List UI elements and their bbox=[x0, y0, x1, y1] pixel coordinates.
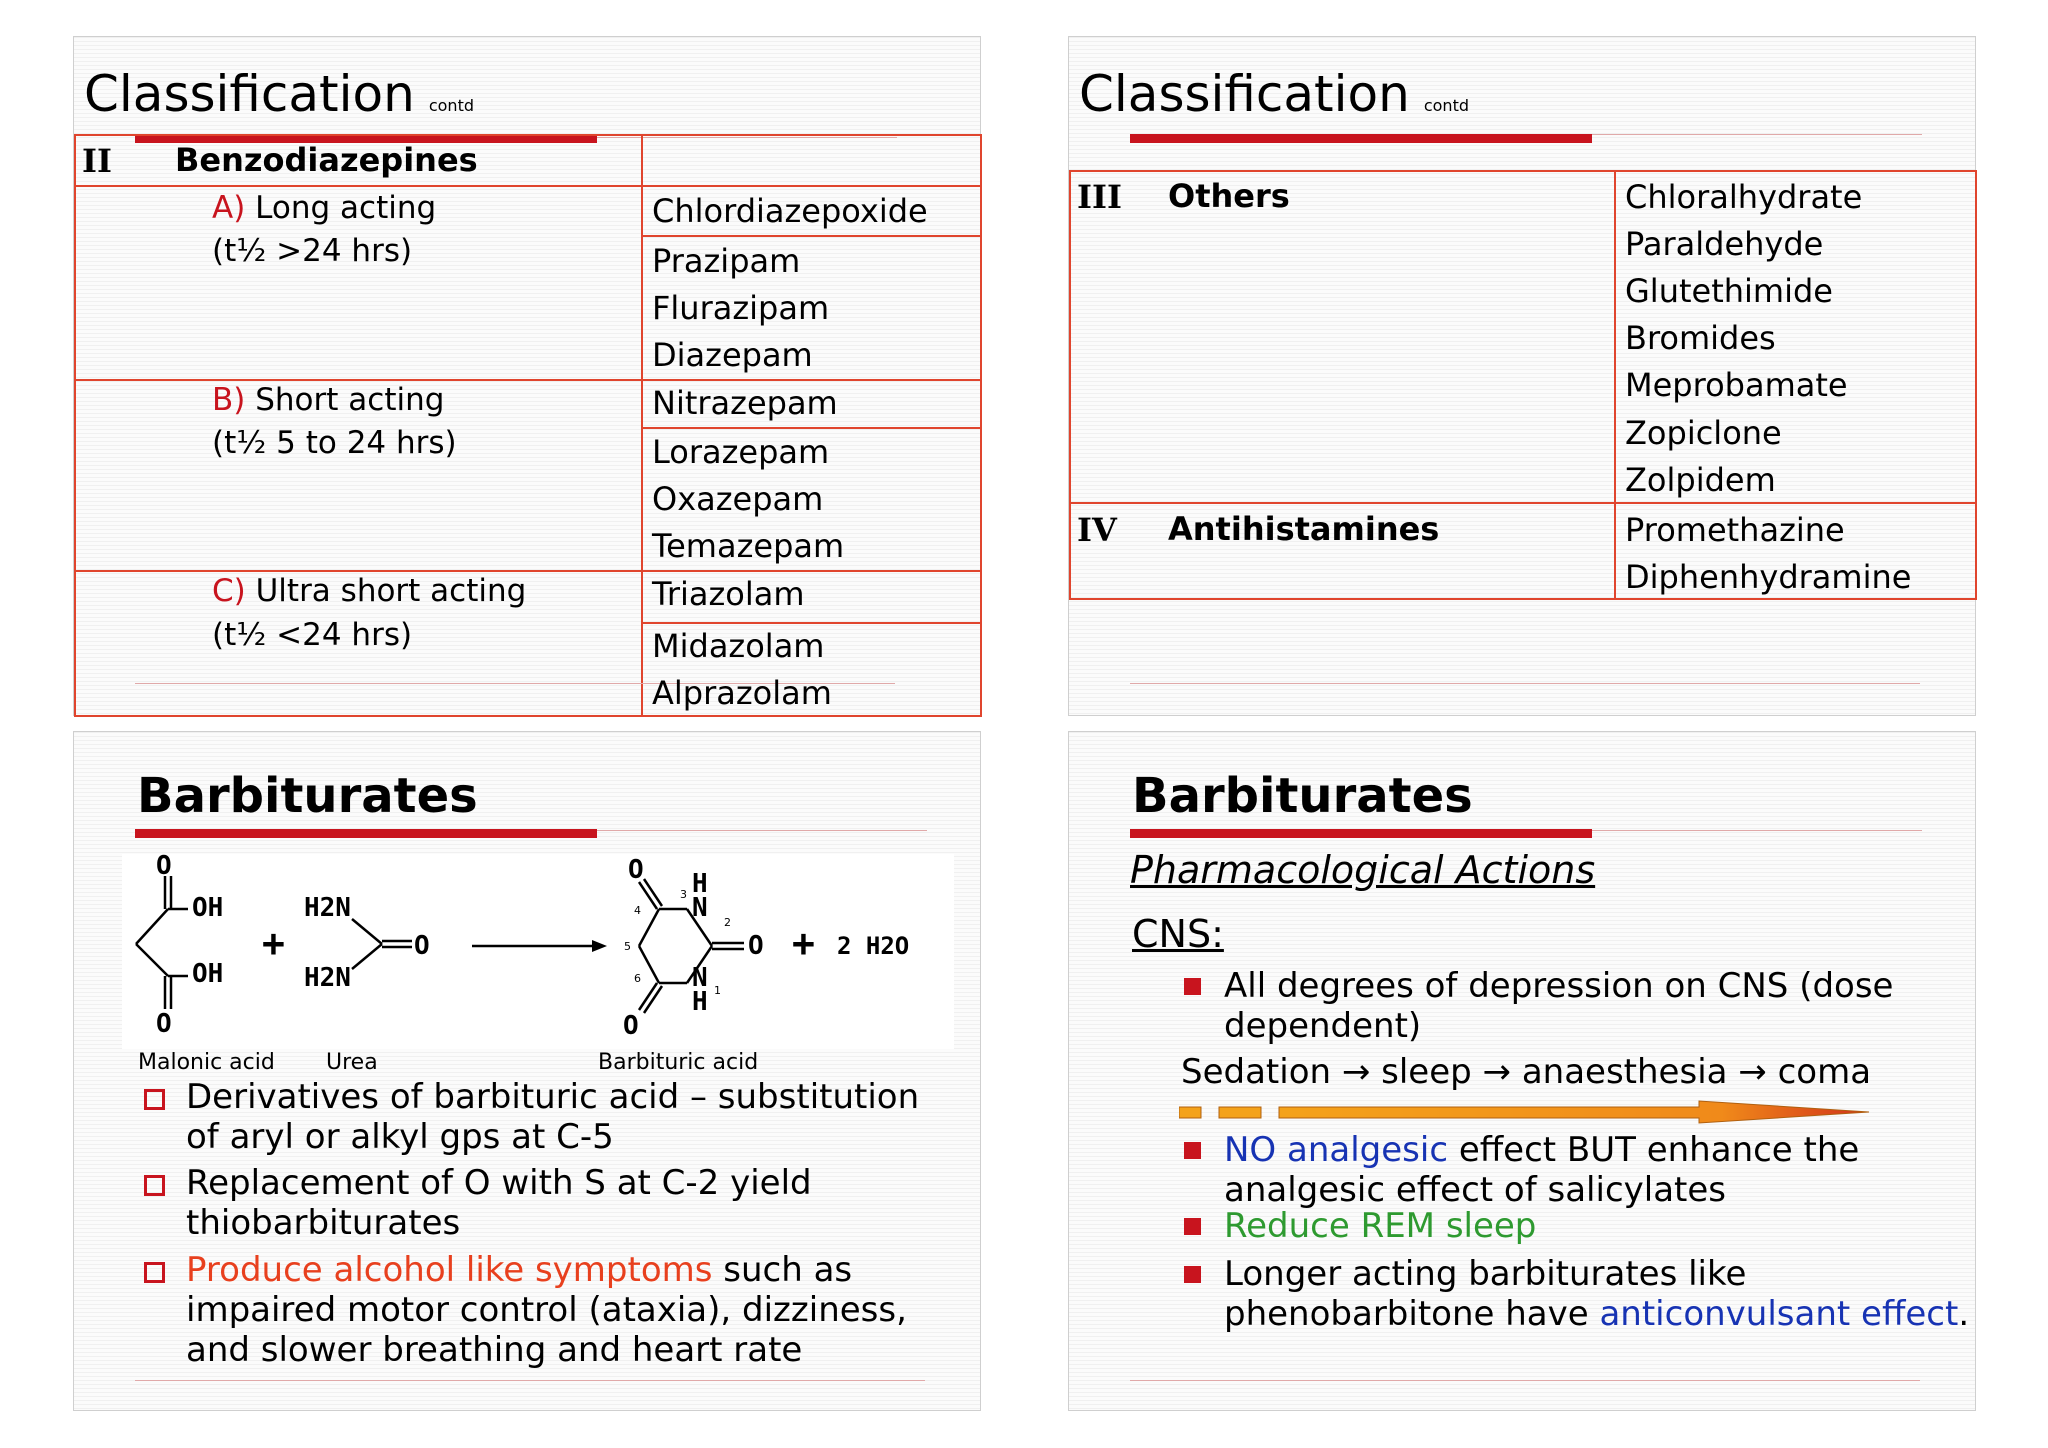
bullet-square-icon bbox=[144, 1089, 165, 1110]
title-rule bbox=[1592, 830, 1922, 831]
slide-title: Classification contd bbox=[1079, 65, 1469, 123]
slide-title: Classification contd bbox=[84, 65, 474, 123]
caption-barbituric-acid: Barbituric acid bbox=[598, 1050, 759, 1075]
row-divider bbox=[1069, 502, 1977, 504]
oxygen-label: O bbox=[414, 931, 430, 961]
oxygen-label: O bbox=[156, 854, 172, 881]
class-number: III bbox=[1077, 178, 1122, 216]
ring-number: 1 bbox=[714, 984, 721, 997]
row-divider bbox=[641, 235, 982, 237]
drug-name: Alprazolam bbox=[652, 674, 832, 712]
bullet-text: All degrees of depression on CNS (dose dependent) bbox=[1224, 966, 1894, 1046]
drug-name: Oxazepam bbox=[652, 480, 824, 518]
bullet-square-icon bbox=[1184, 1142, 1201, 1159]
hydroxyl-label: OH bbox=[192, 959, 224, 989]
drug-name: Chlordiazepoxide bbox=[652, 192, 928, 230]
class-number: IV bbox=[1077, 511, 1117, 549]
plus-sign: + bbox=[262, 921, 285, 965]
bullet-square-icon bbox=[1184, 1218, 1201, 1235]
row-divider bbox=[641, 622, 982, 624]
bullet-square-icon bbox=[144, 1262, 165, 1283]
hydrogen-label: H bbox=[692, 869, 708, 899]
ring-number: 2 bbox=[724, 916, 731, 929]
footer-rule bbox=[1130, 1380, 1920, 1381]
group-label: B) Short acting bbox=[212, 382, 445, 418]
section-heading: CNS: bbox=[1132, 912, 1224, 956]
drug-name: Nitrazepam bbox=[652, 384, 838, 422]
class-name: Antihistamines bbox=[1168, 510, 1440, 548]
nitrogen-label: N bbox=[692, 963, 708, 993]
oxygen-label: O bbox=[748, 931, 764, 961]
slide-barbiturates-chemistry bbox=[73, 731, 981, 1411]
drug-name: Temazepam bbox=[652, 527, 845, 565]
group-halflife: (t½ 5 to 24 hrs) bbox=[212, 425, 457, 461]
slide-title: Barbiturates bbox=[1132, 768, 1473, 824]
ring-number: 4 bbox=[634, 904, 641, 917]
bullet-text: Produce alcohol like symptoms such as impaired motor control (ataxia), dizziness, and slower breathing and heart rate bbox=[186, 1250, 907, 1370]
group-label: A) Long acting bbox=[212, 190, 437, 226]
depression-sequence: Sedation → sleep → anaesthesia → coma bbox=[1181, 1052, 1872, 1092]
caption-urea: Urea bbox=[326, 1050, 378, 1075]
slide-other-classes bbox=[1068, 36, 1976, 716]
drug-name: Glutethimide bbox=[1625, 272, 1833, 310]
title-rule bbox=[597, 830, 927, 831]
water-label: 2 H2O bbox=[837, 932, 910, 960]
plus-sign: + bbox=[792, 921, 815, 965]
class-name: Benzodiazepines bbox=[175, 141, 478, 179]
row-divider bbox=[74, 379, 982, 381]
title-underline bbox=[1130, 829, 1592, 838]
title-underline bbox=[1130, 134, 1592, 143]
drug-name: Diazepam bbox=[652, 336, 813, 374]
caption-malonic-acid: Malonic acid bbox=[138, 1050, 275, 1075]
class-number: II bbox=[82, 142, 112, 180]
drug-name: Diphenhydramine bbox=[1625, 558, 1912, 596]
progression-arrow-icon bbox=[1179, 1099, 1879, 1125]
drug-name: Bromides bbox=[1625, 319, 1776, 357]
drug-name: Lorazepam bbox=[652, 433, 830, 471]
bullet-square-icon bbox=[1184, 978, 1201, 995]
column-divider bbox=[641, 134, 643, 717]
drug-name: Prazipam bbox=[652, 242, 801, 280]
ring-number: 5 bbox=[624, 940, 631, 953]
slide-barbiturates-actions bbox=[1068, 731, 1976, 1411]
reaction-diagram bbox=[122, 854, 954, 1049]
bullet-square-icon bbox=[144, 1175, 165, 1196]
nitrogen-label: N bbox=[692, 893, 708, 923]
drug-name: Midazolam bbox=[652, 627, 825, 665]
footer-rule bbox=[135, 1380, 925, 1381]
group-halflife: (t½ <24 hrs) bbox=[212, 617, 413, 653]
bullet-text: Reduce REM sleep bbox=[1224, 1206, 1537, 1246]
slide-benzodiazepines bbox=[73, 36, 981, 716]
bullet-text: Derivatives of barbituric acid – substitution of aryl or alkyl gps at C-5 bbox=[186, 1077, 920, 1157]
group-halflife: (t½ >24 hrs) bbox=[212, 233, 413, 269]
title-underline bbox=[135, 829, 597, 838]
oxygen-label: O bbox=[156, 1009, 172, 1039]
oxygen-label: O bbox=[628, 855, 644, 885]
drug-name: Promethazine bbox=[1625, 511, 1845, 549]
bullet-square-icon bbox=[1184, 1266, 1201, 1283]
drug-name: Flurazipam bbox=[652, 289, 830, 327]
oxygen-label: O bbox=[623, 1011, 639, 1041]
hydrogen-label: H bbox=[692, 987, 708, 1017]
hydroxyl-label: OH bbox=[192, 893, 224, 923]
row-divider bbox=[641, 427, 982, 429]
drug-name: Chloralhydrate bbox=[1625, 178, 1863, 216]
slide-title: Barbiturates bbox=[137, 768, 478, 824]
row-divider bbox=[74, 185, 982, 187]
ring-number: 6 bbox=[634, 972, 641, 985]
bullet-text: NO analgesic effect BUT enhance the analgesic effect of salicylates bbox=[1224, 1130, 1860, 1210]
row-divider bbox=[74, 570, 982, 572]
amine-label: H2N bbox=[304, 963, 351, 993]
footer-rule bbox=[1130, 683, 1920, 684]
column-divider bbox=[1614, 170, 1616, 600]
drug-name: Paraldehyde bbox=[1625, 225, 1824, 263]
class-name: Others bbox=[1168, 177, 1290, 215]
bullet-text: Replacement of O with S at C-2 yield thiobarbiturates bbox=[186, 1163, 812, 1243]
group-label: C) Ultra short acting bbox=[212, 573, 527, 609]
drug-name: Triazolam bbox=[652, 575, 805, 613]
title-rule bbox=[1592, 134, 1922, 135]
section-subtitle: Pharmacological Actions bbox=[1130, 848, 1596, 892]
bullet-text: Longer acting barbiturates like phenobarbitone have anticonvulsant effect. bbox=[1224, 1254, 1970, 1334]
drug-name: Meprobamate bbox=[1625, 366, 1848, 404]
ring-number: 3 bbox=[680, 888, 687, 901]
amine-label: H2N bbox=[304, 893, 351, 923]
drug-name: Zopiclone bbox=[1625, 414, 1782, 452]
drug-name: Zolpidem bbox=[1625, 461, 1776, 499]
reaction-scheme bbox=[122, 854, 954, 1049]
